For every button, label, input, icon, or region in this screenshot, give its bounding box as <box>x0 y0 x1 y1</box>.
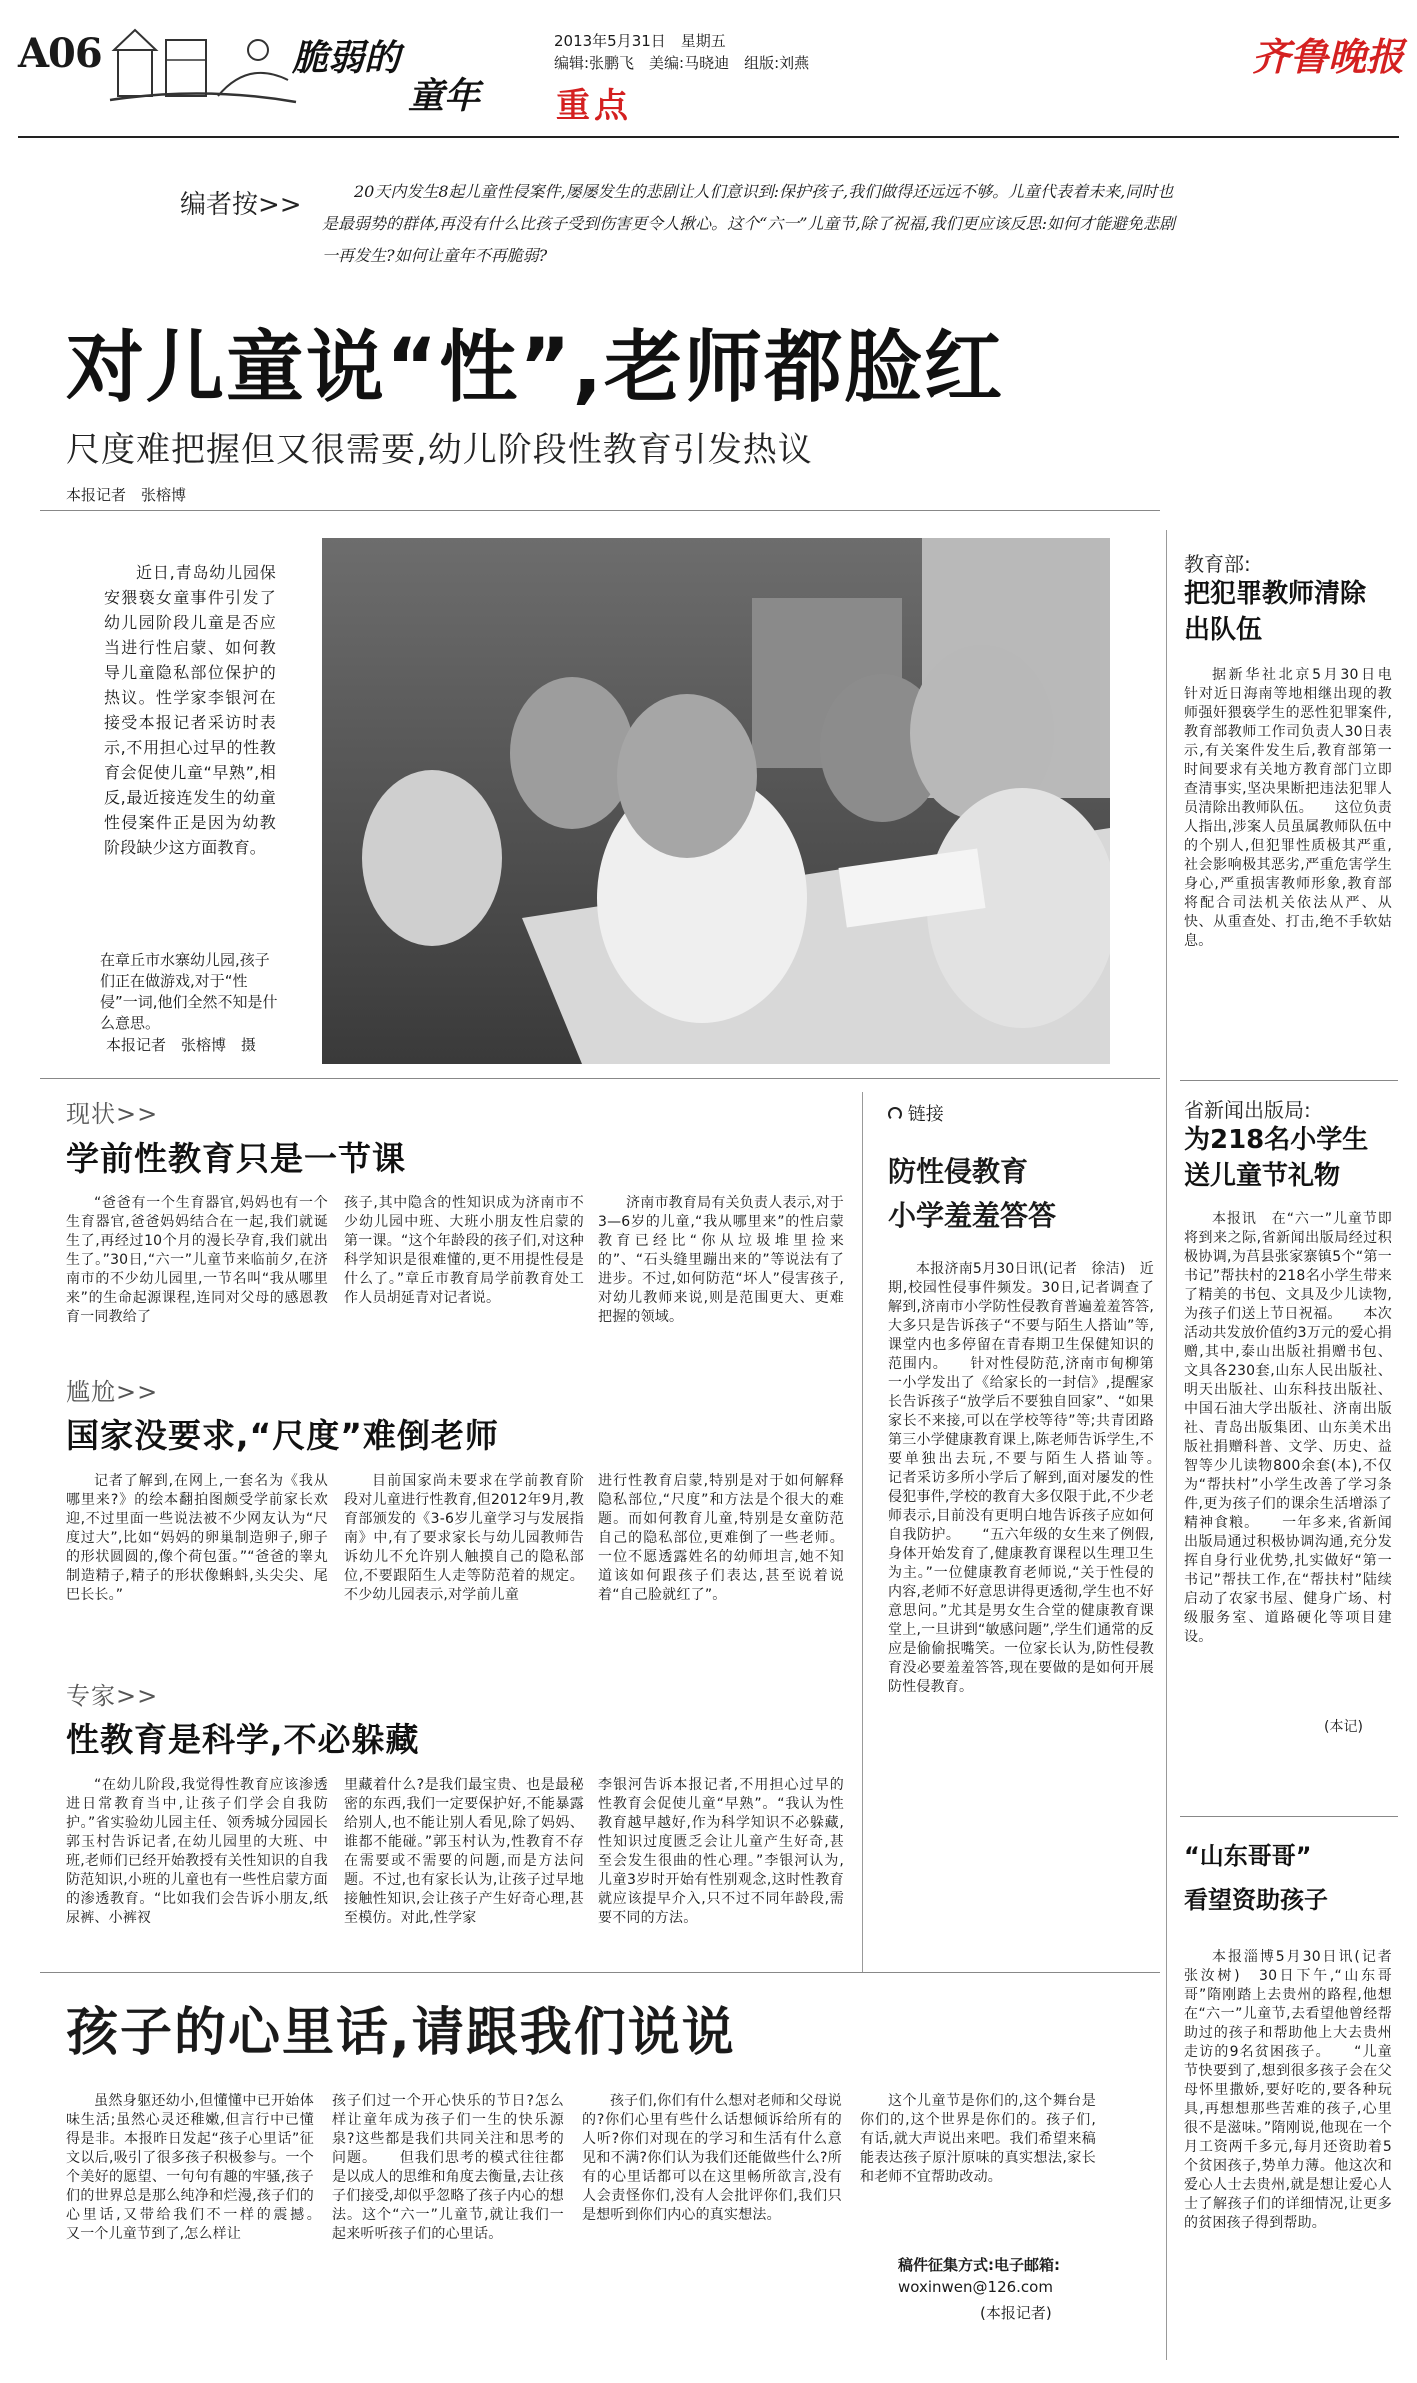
bottom-col-3: 孩子们,你们有什么想对老师和父母说的?你们心里有些什么话想倾诉给所有的人听?你们对现在的学习和生活有什么意见和不满?你们认为我们还能做些什么?所有的心里话都可以在这里畅所欲言,没有人会责怪你们,没有人会批评你们,我们只是想听到你们内心的真实想法。 <box>582 2093 842 2223</box>
sidebar-story-2-kicker: 省新闻出版局: <box>1184 1098 1311 1122</box>
section-status-col-1: “爸爸有一个生育器官,妈妈也有一个生育器官,爸爸妈妈结合在一起,我们就诞生了,再经过10个月的漫长孕育,我们就出生了。”30日,“六一”儿童节来临前夕,在济南市的不少幼儿园里,一节名叫“我从哪里来”的生命起源课程,连同对父母的感恩教育一同教给了 <box>66 1195 328 1325</box>
submit-email[interactable]: woxinwen@126.com <box>898 2278 1053 2296</box>
section-status-col-2: 孩子,其中隐含的性知识成为济南市不少幼儿园中班、大班小朋友性启蒙的第一课。“这个年龄段的孩子们,对这种科学知识是很难懂的,更不用提性侵是什么了。”章丘市教育局学前教育处工作人员胡延青对记者说。 <box>344 1195 584 1306</box>
photo-caption: 在章丘市水寨幼儿园,孩子们正在做游戏,对于“性侵”一词,他们全然不知是什么意思。 <box>100 951 278 1032</box>
sidebar-rule-2 <box>1180 1816 1398 1817</box>
link-title-2: 小学羞羞答答 <box>888 1199 1057 1232</box>
page-number: A06 <box>18 30 102 77</box>
sidebar-rule-1 <box>1180 1080 1398 1081</box>
bottom-divider <box>40 1972 1160 1973</box>
section-title-1: 脆弱的 <box>292 38 401 79</box>
link-tag-icon <box>888 1107 902 1121</box>
section-title-dilemma: 国家没要求,“尺度”难倒老师 <box>66 1416 499 1455</box>
section-title-expert: 性教育是科学,不必躲藏 <box>66 1720 420 1759</box>
category-label: 重点 <box>556 86 632 126</box>
sidebar-story-3-title: 看望资助孩子 <box>1184 1886 1328 1914</box>
section-tag-dilemma: 尴尬>> <box>66 1378 159 1406</box>
bottom-col-2: 孩子们过一个开心快乐的节日?怎么样让童年成为孩子们一生的快乐源泉?这些都是我们共同关注和思考的问题。 但我们思考的模式往往都是以成人的思维和角度去衡量,去让孩子们接受,却似乎忽略了孩子内心的想法。这个“六一”儿童节,就让我们一起来听听孩子们的心里话。 <box>332 2093 564 2242</box>
sidebar-story-2-credit: (本记) <box>1324 1719 1363 1735</box>
children-photo <box>322 538 1110 1064</box>
link-title-1: 防性侵教育 <box>888 1155 1029 1188</box>
section-status-col-3: 济南市教育局有关负责人表示,对于3—6岁的儿童,“我从哪里来”的性启蒙教育已经比“你从垃圾堆里捡来的”、“石头缝里蹦出来的”等说法有了进步。不过,如何防范“坏人”侵害孩子,对幼儿教师来说,则是范围更大、更难把握的领域。 <box>598 1195 844 1325</box>
date-line: 2013年5月31日 星期五 <box>554 32 726 50</box>
section-tag-status: 现状>> <box>66 1100 159 1128</box>
editor-note <box>70 168 1176 278</box>
masthead <box>0 0 1417 140</box>
section-dilemma-col-2: 目前国家尚未要求在学前教育阶段对儿童进行性教育,但2012年9月,教育部颁发的《3-6岁儿童学习与发展指南》中,有了要求家长与幼儿园教师告诉幼儿不允许别人触摸自己的隐私部位,不要跟陌生人走等防范着的规定。不少幼儿园表示,对学前儿童 <box>344 1473 584 1603</box>
byline: 本报记者 张榕博 <box>66 486 187 504</box>
bottom-col-4: 这个儿童节是你们的,这个舞台是你们的,这个世界是你们的。孩子们,有话,就大声说出来吧。我们希望来稿能表达孩子原汁原味的真实想法,家长和老师不宜帮助改动。 <box>860 2093 1096 2185</box>
bottom-headline: 孩子的心里话,请跟我们说说 <box>66 2003 736 2063</box>
bottom-credit: (本报记者) <box>980 2304 1052 2322</box>
sidebar-story-1-text: 据新华社北京5月30日电 针对近日海南等地相继出现的教师强奸猥亵学生的恶性犯罪案件,教育部教师工作司负责人30日表示,有关案件发生后,教育部第一时间要求有关地方教育部门立即查清事实,坚决果断把违法犯罪人员清除出教师队伍。 这位负责人指出,涉案人员虽属教师队伍中的个别人,但犯罪性质极其严重,社会影响极其恶劣,严重危害学生身心,严重损害教师形象,教育部将配合司法机关依法从严、从快、从重查处、打击,绝不手软姑息。 <box>1184 667 1392 949</box>
bottom-col-1: 虽然身躯还幼小,但懂懂中已开始体味生活;虽然心灵还稚嫩,但言行中已懂得是非。本报昨日发起“孩子心里话”征文以后,吸引了很多孩子积极参与。一个个美好的愿望、一句句有趣的牢骚,孩子们的世界总是那么纯净和烂漫,孩子们的心里话,又带给我们不一样的震撼。 又一个儿童节到了,怎么样让 <box>66 2093 314 2242</box>
section-expert-col-2: 里藏着什么?是我们最宝贵、也是最秘密的东西,我们一定要保护好,不能暴露给别人,也不能让别人看见,除了妈妈、谁都不能碰。”郭玉村认为,性教育不存在需要或不需要的问题,而是方法问题。不过,也有家长认为,让孩子过早地接触性知识,会让孩子产生好奇心理,甚至模仿。对此,性学家 <box>344 1777 584 1926</box>
headline-divider <box>40 510 1160 511</box>
sidebar-story-1-kicker: 教育部: <box>1184 552 1251 576</box>
sidebar-story-2 <box>1184 1088 1394 1748</box>
section-expert-col-1: “在幼儿阶段,我觉得性教育应该渗透进日常教育当中,让孩子们学会自我防护。”省实验幼儿园主任、领秀城分园园长郭玉村告诉记者,在幼儿园里的大班、中班,老师们已经开始教授有关性知识的自我防范知识,小班的儿童也有一些性启蒙方面的渗透教育。“比如我们会告诉小朋友,纸尿裤、小裤衩 <box>66 1777 328 1926</box>
section-title-2: 童年 <box>408 76 481 117</box>
editor-note-label: 编者按>> <box>180 190 302 220</box>
sidebar-story-2-title: 为218名小学生送儿童节礼物 <box>1184 1125 1369 1191</box>
paper-name: 齐鲁晚报 <box>1252 34 1405 79</box>
headline-subtitle: 尺度难把握但又很需要,幼儿阶段性教育引发热议 <box>66 430 813 470</box>
masthead-divider <box>18 136 1399 138</box>
sidebar-divider <box>1166 530 1167 2360</box>
sidebar-story-1 <box>1184 540 1394 1080</box>
section-title-status: 学前性教育只是一节课 <box>66 1139 406 1178</box>
section-dilemma-col-1: 记者了解到,在网上,一套名为《我从哪里来?》的绘本翻拍图颇受学前家长欢迎,不过里面一些说法被不少网友认为“尺度过大”,比如“妈妈的卵巢制造卵子,卵子的形状圆圆的,像个荷包蛋。”“爸爸的睾丸制造精子,精子的形状像蝌蚪,头尖尖、尾巴长长。” <box>66 1473 328 1603</box>
section-logo-illustration-icon <box>108 20 298 115</box>
section-tag-expert: 专家>> <box>66 1682 159 1710</box>
main-headline: 对儿童说“性”,老师都脸红 <box>66 323 1005 413</box>
link-box-border-left <box>862 1092 863 1972</box>
sidebar-story-3 <box>1184 1832 1394 2362</box>
sidebar-story-3-kicker: “山东哥哥” <box>1184 1842 1312 1870</box>
link-tag-label: 链接 <box>907 1104 944 1125</box>
section-dilemma-col-3: 进行性教育启蒙,特别是对于如何解释隐私部位,“尺度”和方法是个很大的难题。而如何教育儿童,特别是女童防范自己的隐私部位,更难倒了一些老师。一位不愿透露姓名的幼师坦言,她不知道该如何跟孩子们表达,甚至说着说着“自己脸就红了”。 <box>598 1473 844 1603</box>
editors-line: 编辑:张鹏飞 美编:马晓迪 组版:刘燕 <box>554 54 810 72</box>
link-tag <box>888 1100 944 1126</box>
section-expert-col-3: 李银河告诉本报记者,不用担心过早的性教育会促使儿童“早熟”。“我认为性教育越早越好,作为科学知识不必躲藏,性知识过度匮乏会让儿童产生好奇,甚至会发生很曲的性心理。”李银河认为,儿童3岁时开始有性别观念,这时性教育就应该提早介入,只不过不同年龄段,需要不同的方法。 <box>598 1777 844 1926</box>
sidebar-story-2-text: 本报讯 在“六一”儿童节即将到来之际,省新闻出版局经过积极协调,为莒县张家寨镇5个“第一书记”帮扶村的218名小学生带来了精美的书包、文具及少儿读物,为孩子们送上节日祝福。 本次活动共发放价值约3万元的爱心捐赠,其中,泰山出版社捐赠书包、文具各230套,山东人民出版社、明天出版社、山东科技出版社、中国石油大学出版社、济南出版社、青岛出版集团、山东美术出版社捐赠科普、文学、历史、益智等少儿读物800余套(本),不仅为“帮扶村”小学生改善了学习条件,更为孩子们的课余生活增添了精神食粮。 一年多来,省新闻出版局通过积极协调沟通,充分发挥自身行业优势,扎实做好“第一书记”帮扶工作,在“帮扶村”陆续启动了农家书屋、健身广场、村级服务室、道路硬化等项目建设。 <box>1184 1211 1392 1645</box>
sidebar-story-3-text: 本报淄博5月30日讯(记者 张汝树) 30日下午,“山东哥哥”隋刚踏上去贵州的路程,他想在“六一”儿童节,去看望他曾经帮助过的孩子和帮助他上大去贵州走访的9名贫困孩子。 “儿童节快要到了,想到很多孩子会在父母怀里撒娇,要好吃的,要各种玩具,再想想那些苦难的孩子,心里很不是滋味。”隋刚说,他现在一个月工资两千多元,每月还资助着5个贫困孩子,势单力薄。他这次和爱心人士去贵州,就是想让爱心人士了解孩子们的详细情况,让更多的贫困孩子得到帮助。 <box>1184 1949 1392 2231</box>
editor-note-text: 20天内发生8起儿童性侵案件,屡屡发生的悲剧让人们意识到:保护孩子,我们做得还远远不够。儿童代表着未来,同时也是最弱势的群体,再没有什么比孩子受到伤害更令人揪心。这个“六一”儿童节,除了祝福,我们更应该反思:如何才能避免悲剧一再发生?如何让童年不再脆弱? <box>322 182 1176 265</box>
link-box <box>878 1100 1160 1970</box>
photo-credit: 本报记者 张榕博 摄 <box>106 1036 257 1054</box>
photo-divider <box>40 1078 1160 1079</box>
submit-label: 稿件征集方式:电子邮箱: <box>898 2256 1060 2274</box>
sidebar-story-1-title: 把犯罪教师清除出队伍 <box>1184 579 1367 645</box>
link-text: 本报济南5月30日讯(记者 徐洁) 近期,校园性侵事件频发。30日,记者调查了解到,济南市小学防性侵教育普遍羞羞答答,大多只是告诉孩子“不要与陌生人搭讪”等,课堂内也多停留在青春期卫生保健知识的范围内。 针对性侵防范,济南市甸柳第一小学发出了《给家长的一封信》,提醒家长告诉孩子“放学后不要独自回家”、“如果家长不来接,可以在学校等待”等;共青团路第三小学健康教育课上,陈老师告诉学生,不要单独出去玩,不要与陌生人搭讪等。 记者采访多所小学后了解到,面对屡发的性侵犯事件,学校的教育大多仅限于此,不少老师表示,目前没有更明白地告诉孩子应如何自我防护。 “五六年级的女生来了例假,身体开始发育了,健康教育课程以生理卫生为主。”一位健康教育老师说,“关于性侵的内容,老师不好意思讲得更透彻,学生也不好意思问。”尤其是男女生合堂的健康教育课堂上,一旦讲到“敏感问题”,学生们通常的反应是偷偷抿嘴笑。一位家长认为,防性侵教育没必要羞羞答答,现在要做的是如何开展防性侵教育。 <box>888 1261 1154 1695</box>
intro-text: 近日,青岛幼儿园保安猥亵女童事件引发了幼儿园阶段儿童是否应当进行性启蒙、如何教导儿童隐私部位保护的热议。性学家李银河在接受本报记者采访时表示,不用担心过早的性教育会促使儿童“早熟”,相反,最近接连发生的幼童性侵案件正是因为幼教阶段缺少这方面教育。 <box>104 563 276 857</box>
